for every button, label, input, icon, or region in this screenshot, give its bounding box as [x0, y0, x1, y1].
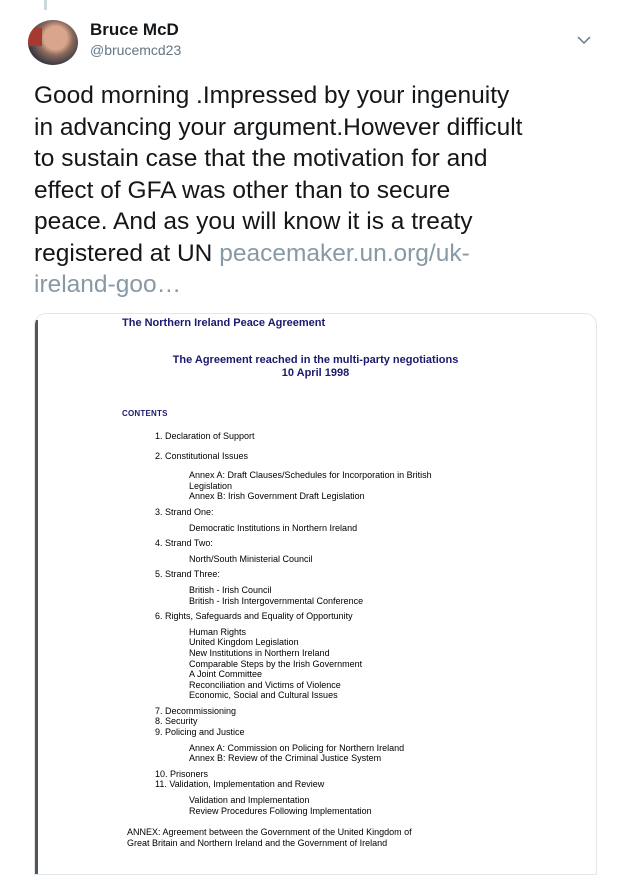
toc-subitem: Human Rights	[189, 626, 247, 637]
toc-subsection	[189, 585, 432, 606]
document-subtitle-text: The Agreement reached in the multi-party negotiations	[172, 354, 459, 366]
toc-subitem: Reconciliation and Victims of Violence	[189, 679, 341, 690]
annex-line: Great Britain and Northern Ireland and the Government of Ireland	[127, 837, 388, 848]
toc-subitem: Review Procedures Following Implementation	[189, 805, 372, 816]
toc-subitem: Validation and Implementation	[189, 795, 310, 806]
table-of-contents	[155, 431, 432, 821]
annex-line: ANNEX: Agreement between the Government of the United Kingdom of	[127, 827, 412, 837]
toc-item: 9. Policing and Justice	[155, 727, 245, 738]
avatar[interactable]	[28, 20, 78, 65]
toc-subitem: Annex A: Draft Clauses/Schedules for Incorporation in British	[189, 470, 432, 481]
toc-subitem: Legislation	[189, 480, 233, 491]
document-left-edge	[35, 320, 38, 875]
toc-subsection	[189, 795, 432, 816]
toc-subitem: Comparable Steps by the Irish Government	[189, 658, 363, 669]
toc-subitem: Annex B: Review of the Criminal Justice System	[189, 753, 382, 764]
tweet-line: effect of GFA was other than to secure	[34, 176, 451, 204]
toc-section	[155, 569, 432, 606]
tweet-line: peace. And as you will know it is a treaty	[34, 208, 473, 235]
toc-section	[155, 538, 432, 564]
toc-subsection	[189, 554, 432, 565]
document-title: The Northern Ireland Peace Agreement	[122, 317, 326, 329]
toc-item: 8. Security	[155, 716, 198, 727]
toc-subitem: Annex B: Irish Government Draft Legislation	[189, 491, 365, 502]
toc-item: 10. Prisoners	[155, 768, 209, 779]
toc-item: 6. Rights, Safeguards and Equality of Opportunity	[155, 611, 353, 622]
toc-section	[155, 431, 432, 442]
toc-subitem: North/South Ministerial Council	[189, 553, 313, 564]
contents-heading: CONTENTS	[122, 409, 168, 418]
tweet-text	[34, 80, 522, 301]
toc-subsection	[189, 523, 432, 534]
document-date: 10 April 1998	[281, 367, 350, 379]
toc-subsection	[189, 627, 432, 701]
document-subtitle	[35, 354, 596, 380]
toc-subitem: Annex A: Commission on Policing for Northern Ireland	[189, 742, 405, 753]
tweet-link-continued[interactable]: ireland-goo…	[34, 271, 182, 298]
toc-section	[155, 769, 432, 816]
tweet-line: in advancing your argument.However difficult	[34, 113, 523, 141]
toc-item: 1. Declaration of Support	[155, 431, 255, 441]
toc-subsection	[189, 743, 432, 764]
toc-item: 11. Validation, Implementation and Review	[155, 779, 325, 790]
toc-item: 7. Decommissioning	[155, 705, 237, 716]
chevron-down-icon[interactable]	[576, 34, 592, 46]
toc-section	[155, 451, 432, 502]
tweet-line: registered at UN	[34, 239, 220, 267]
thread-connector-line	[44, 0, 47, 10]
toc-section	[155, 611, 432, 701]
tweet-line: to sustain case that the motivation for and	[34, 145, 488, 172]
toc-item: 4. Strand Two:	[155, 538, 213, 549]
user-handle[interactable]: @brucemcd23	[90, 42, 182, 58]
toc-item: 2. Constitutional Issues	[155, 450, 249, 461]
toc-subitem: British - Irish Intergovernmental Conference	[189, 595, 364, 606]
toc-subitem: Economic, Social and Cultural Issues	[189, 690, 338, 701]
attached-image-card[interactable]	[34, 313, 597, 875]
toc-item: 5. Strand Three:	[155, 569, 220, 580]
toc-section	[155, 507, 432, 533]
toc-item: 3. Strand One:	[155, 506, 214, 517]
toc-subitem: British - Irish Council	[189, 584, 272, 595]
toc-subitem: United Kingdom Legislation	[189, 637, 299, 648]
toc-subitem: Democratic Institutions in Northern Ireland	[189, 522, 358, 533]
toc-subsection	[189, 470, 432, 502]
user-name[interactable]: Bruce McD	[90, 20, 179, 39]
tweet-link[interactable]: peacemaker.un.org/uk-	[219, 239, 470, 267]
toc-subitem: New Institutions in Northern Ireland	[189, 647, 330, 658]
toc-section	[155, 706, 432, 764]
toc-subitem: A Joint Committee	[189, 669, 263, 680]
tweet-line: Good morning .Impressed by your ingenuity	[34, 82, 510, 109]
annex-text	[127, 827, 412, 848]
